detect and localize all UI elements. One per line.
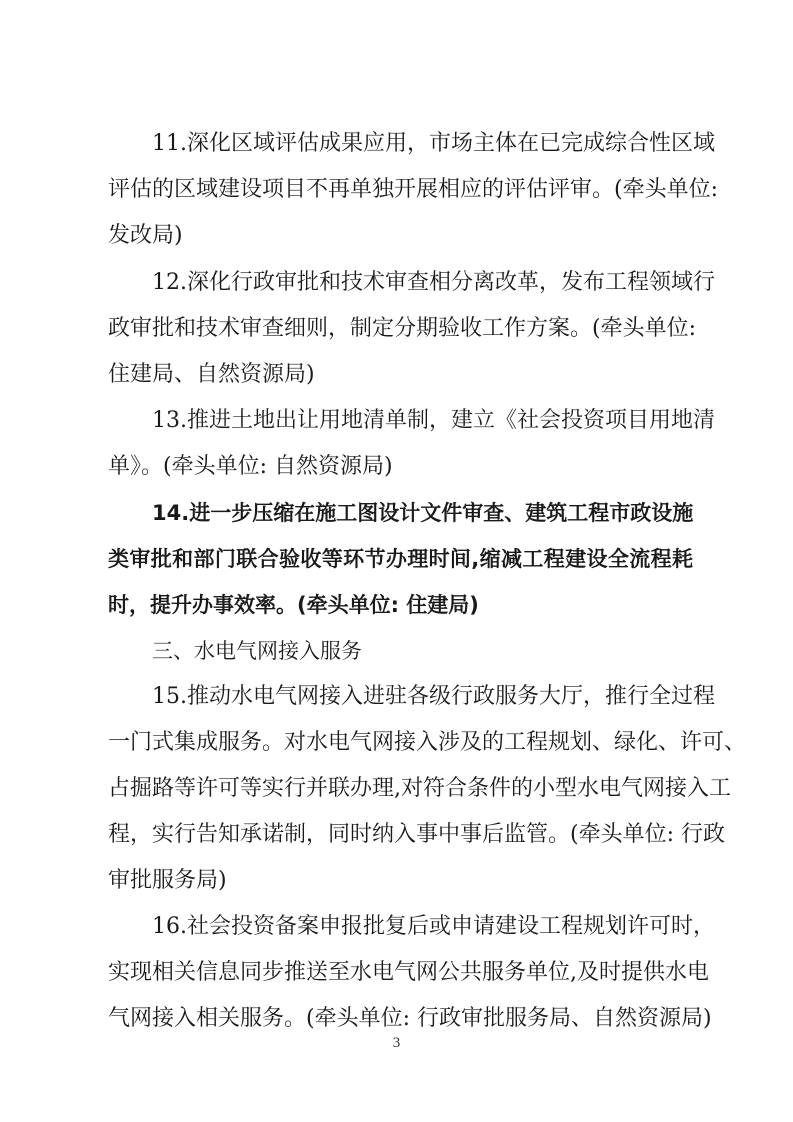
item-14-line-2: 类审批和部门联合验收等环节办理时间,缩减工程建设全流程耗 (108, 547, 693, 571)
item-16-line-3: 气网接入相关服务。(牵头单位: 行政审批服务局、自然资源局) (108, 1006, 712, 1031)
item-12-line-3: 住建局、自然资源局) (108, 362, 315, 387)
item-11-line-3: 发改局) (108, 223, 183, 248)
item-15-line-2: 一门式集成服务。对水电气网接入涉及的工程规划、绿化、许可、 (108, 730, 747, 755)
item-14-line-3: 时，提升办事效率。(牵头单位: 住建局) (108, 593, 479, 617)
item-12-line-1: 12.深化行政审批和技术审查相分离改革，发布工程领域行 (152, 270, 715, 295)
item-15-line-1: 15.推动水电气网接入进驻各级行政服务大厅，推行全过程 (152, 684, 715, 709)
item-16-line-1: 16.社会投资备案申报批复后或申请建设工程规划许可时， (152, 914, 715, 939)
item-15-line-4: 程，实行告知承诺制，同时纳入事中事后监管。(牵头单位: 行政 (108, 822, 725, 847)
item-13-line-2: 单》。(牵头单位: 自然资源局) (108, 454, 393, 479)
item-12-line-2: 政审批和技术审查细则，制定分期验收工作方案。(牵头单位: (108, 316, 696, 341)
item-14-line-1: 14.进一步压缩在施工图设计文件审查、建筑工程市政设施 (152, 501, 694, 525)
section-heading: 三、水电气网接入服务 (152, 639, 362, 663)
item-13-line-1: 13.推进土地出让用地清单制，建立《社会投资项目用地清 (152, 408, 715, 433)
page-number: 3 (392, 1035, 401, 1051)
item-15-line-5: 审批服务局) (108, 868, 227, 893)
item-15-line-3: 占掘路等许可等实行并联办理,对符合条件的小型水电气网接入工 (108, 776, 731, 801)
item-16-line-2: 实现相关信息同步推送至水电气网公共服务单位,及时提供水电 (108, 960, 709, 985)
item-11-line-1: 11.深化区域评估成果应用，市场主体在已完成综合性区域 (152, 131, 715, 156)
item-11-line-2: 评估的区域建设项目不再单独开展相应的评估评审。(牵头单位: (108, 177, 718, 202)
